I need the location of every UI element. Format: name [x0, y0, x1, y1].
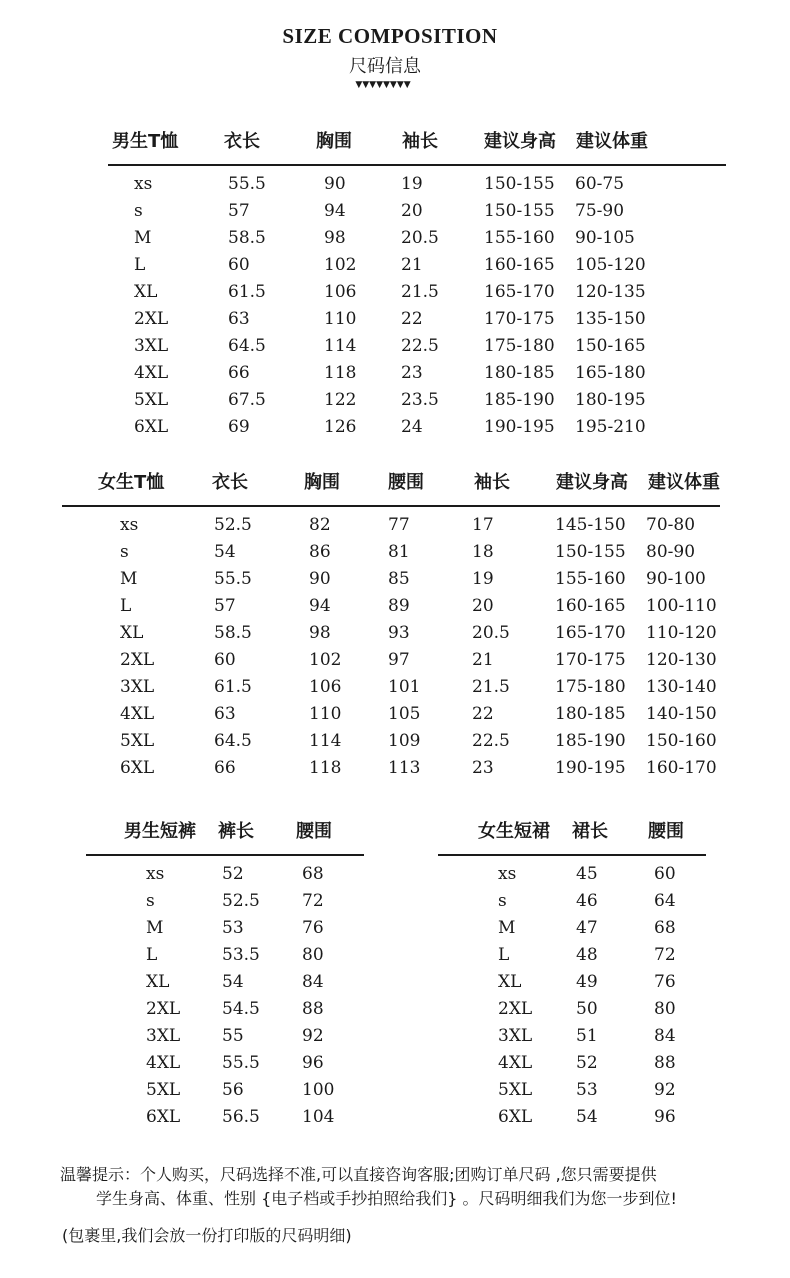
women-skirt-cell-waist: 92 [654, 1080, 676, 1100]
women-tshirt-header-height: 建议身高 [556, 472, 628, 493]
women-tshirt-cell-chest: 114 [309, 731, 342, 751]
women-skirt-cell-length: 54 [576, 1107, 598, 1127]
men-tshirt-cell-chest: 126 [324, 417, 357, 437]
women-tshirt-cell-size: 3XL [120, 677, 155, 697]
men-shorts-cell-size: xs [146, 864, 165, 884]
women-skirt-header-size: 女生短裙 [478, 821, 550, 842]
women-tshirt-cell-size: L [120, 596, 132, 616]
men-tshirt-header-sleeve: 袖长 [402, 131, 438, 152]
women-skirt-table [400, 820, 790, 1140]
men-tshirt-table [0, 130, 790, 450]
women-tshirt-cell-sleeve: 21.5 [472, 677, 510, 697]
note-line-1: 温馨提示：个人购买，尺码选择不准,可以直接咨询客服;团购订单尺码 ,您只需要提供 [60, 1165, 657, 1184]
women-skirt-cell-length: 47 [576, 918, 598, 938]
men-shorts-cell-length: 53.5 [222, 945, 260, 965]
men-tshirt-cell-chest: 102 [324, 255, 357, 275]
men-tshirt-cell-size: L [134, 255, 146, 275]
women-tshirt-header-length: 衣长 [212, 472, 248, 493]
men-tshirt-cell-chest: 110 [324, 309, 357, 329]
women-tshirt-cell-chest: 98 [309, 623, 331, 643]
women-tshirt-cell-size: 5XL [120, 731, 155, 751]
men-tshirt-cell-sleeve: 20 [401, 201, 423, 221]
women-tshirt-cell-weight: 110-120 [646, 623, 717, 643]
women-skirt-cell-size: 6XL [498, 1107, 533, 1127]
women-tshirt-cell-waist: 109 [388, 731, 421, 751]
women-tshirt-cell-chest: 106 [309, 677, 342, 697]
note-line-3: (包裹里,我们会放一份打印版的尺码明细) [62, 1226, 352, 1245]
men-tshirt-cell-length: 57 [228, 201, 250, 221]
women-tshirt-cell-waist: 97 [388, 650, 410, 670]
men-tshirt-cell-weight: 180-195 [575, 390, 646, 410]
women-skirt-cell-length: 49 [576, 972, 598, 992]
women-tshirt-header-chest: 胸围 [304, 472, 340, 493]
men-tshirt-header-height: 建议身高 [484, 131, 556, 152]
men-tshirt-cell-size: 2XL [134, 309, 169, 329]
men-shorts-table [0, 820, 400, 1140]
women-tshirt-header-waist: 腰围 [388, 472, 424, 493]
women-tshirt-cell-length: 66 [214, 758, 236, 778]
men-tshirt-cell-size: 6XL [134, 417, 169, 437]
women-tshirt-cell-length: 58.5 [214, 623, 252, 643]
men-shorts-cell-length: 52.5 [222, 891, 260, 911]
men-tshirt-cell-height: 150-155 [484, 174, 555, 194]
women-skirt-cell-waist: 96 [654, 1107, 676, 1127]
women-skirt-cell-length: 48 [576, 945, 598, 965]
women-skirt-cell-size: XL [498, 972, 522, 992]
women-tshirt-cell-height: 180-185 [555, 704, 626, 724]
women-skirt-cell-waist: 76 [654, 972, 676, 992]
men-shorts-cell-length: 53 [222, 918, 244, 938]
men-tshirt-cell-sleeve: 21.5 [401, 282, 439, 302]
men-tshirt-cell-chest: 90 [324, 174, 346, 194]
women-tshirt-cell-height: 165-170 [555, 623, 626, 643]
men-tshirt-cell-length: 58.5 [228, 228, 266, 248]
women-tshirt-cell-length: 55.5 [214, 569, 252, 589]
women-tshirt-cell-chest: 86 [309, 542, 331, 562]
women-skirt-cell-length: 51 [576, 1026, 598, 1046]
title-en: SIZE COMPOSITION [282, 24, 498, 48]
men-tshirt-cell-height: 180-185 [484, 363, 555, 383]
women-tshirt-cell-waist: 89 [388, 596, 410, 616]
women-skirt-header-rule [438, 854, 706, 856]
women-tshirt-cell-length: 60 [214, 650, 236, 670]
women-tshirt-cell-size: 2XL [120, 650, 155, 670]
men-tshirt-cell-sleeve: 20.5 [401, 228, 439, 248]
men-tshirt-cell-length: 60 [228, 255, 250, 275]
men-shorts-header-waist: 腰围 [296, 821, 332, 842]
men-tshirt-cell-sleeve: 22.5 [401, 336, 439, 356]
women-tshirt-cell-weight: 100-110 [646, 596, 717, 616]
men-shorts-cell-size: 3XL [146, 1026, 181, 1046]
women-tshirt-cell-length: 64.5 [214, 731, 252, 751]
men-shorts-cell-length: 54 [222, 972, 244, 992]
women-tshirt-cell-size: M [120, 569, 138, 589]
women-skirt-cell-size: 2XL [498, 999, 533, 1019]
men-shorts-header-size: 男生短裤 [124, 821, 196, 842]
men-tshirt-cell-length: 66 [228, 363, 250, 383]
men-tshirt-cell-length: 61.5 [228, 282, 266, 302]
women-skirt-cell-size: L [498, 945, 510, 965]
men-tshirt-cell-size: 5XL [134, 390, 169, 410]
men-shorts-header-length: 裤长 [218, 821, 254, 842]
women-tshirt-cell-size: 6XL [120, 758, 155, 778]
women-tshirt-cell-sleeve: 22 [472, 704, 494, 724]
women-tshirt-cell-weight: 150-160 [646, 731, 717, 751]
women-tshirt-table [0, 471, 790, 791]
men-shorts-cell-waist: 100 [302, 1080, 335, 1100]
men-shorts-cell-waist: 104 [302, 1107, 335, 1127]
men-shorts-cell-waist: 72 [302, 891, 324, 911]
men-tshirt-cell-chest: 106 [324, 282, 357, 302]
men-tshirt-cell-sleeve: 24 [401, 417, 423, 437]
men-shorts-header-rule [86, 854, 364, 856]
women-tshirt-header-weight: 建议体重 [648, 472, 720, 493]
men-shorts-cell-waist: 96 [302, 1053, 324, 1073]
men-tshirt-cell-sleeve: 23 [401, 363, 423, 383]
down-arrows-icon: ▼▼▼▼▼▼▼▼ [355, 80, 411, 90]
women-tshirt-cell-height: 150-155 [555, 542, 626, 562]
women-tshirt-cell-sleeve: 22.5 [472, 731, 510, 751]
men-tshirt-cell-sleeve: 21 [401, 255, 423, 275]
men-tshirt-header-rule [108, 164, 726, 166]
title-cn: 尺码信息 [349, 56, 421, 77]
men-tshirt-cell-weight: 60-75 [575, 174, 625, 194]
women-tshirt-cell-height: 160-165 [555, 596, 626, 616]
women-tshirt-cell-length: 52.5 [214, 515, 252, 535]
men-tshirt-cell-height: 150-155 [484, 201, 555, 221]
men-tshirt-cell-size: xs [134, 174, 153, 194]
men-shorts-cell-size: 5XL [146, 1080, 181, 1100]
women-skirt-cell-size: 3XL [498, 1026, 533, 1046]
women-tshirt-cell-chest: 90 [309, 569, 331, 589]
men-shorts-cell-length: 54.5 [222, 999, 260, 1019]
men-tshirt-cell-height: 160-165 [484, 255, 555, 275]
women-tshirt-cell-waist: 113 [388, 758, 421, 778]
women-skirt-cell-size: 4XL [498, 1053, 533, 1073]
men-tshirt-cell-sleeve: 19 [401, 174, 423, 194]
men-tshirt-cell-weight: 75-90 [575, 201, 625, 221]
men-shorts-cell-size: s [146, 891, 155, 911]
women-skirt-cell-length: 53 [576, 1080, 598, 1100]
women-skirt-cell-length: 45 [576, 864, 598, 884]
men-shorts-cell-waist: 80 [302, 945, 324, 965]
men-tshirt-cell-height: 190-195 [484, 417, 555, 437]
women-tshirt-header-size: 女生T恤 [98, 472, 165, 493]
women-tshirt-cell-height: 155-160 [555, 569, 626, 589]
women-skirt-header-waist: 腰围 [648, 821, 684, 842]
women-tshirt-cell-waist: 101 [388, 677, 421, 697]
men-tshirt-cell-weight: 195-210 [575, 417, 646, 437]
men-tshirt-header-weight: 建议体重 [576, 131, 648, 152]
men-shorts-cell-length: 55 [222, 1026, 244, 1046]
women-skirt-cell-length: 50 [576, 999, 598, 1019]
women-tshirt-cell-sleeve: 21 [472, 650, 494, 670]
men-tshirt-cell-chest: 94 [324, 201, 346, 221]
men-shorts-cell-length: 52 [222, 864, 244, 884]
women-tshirt-cell-sleeve: 23 [472, 758, 494, 778]
women-tshirt-cell-length: 63 [214, 704, 236, 724]
men-tshirt-cell-weight: 120-135 [575, 282, 646, 302]
women-tshirt-cell-chest: 118 [309, 758, 342, 778]
men-shorts-cell-length: 56 [222, 1080, 244, 1100]
men-tshirt-cell-weight: 150-165 [575, 336, 646, 356]
men-shorts-cell-waist: 88 [302, 999, 324, 1019]
men-tshirt-cell-height: 155-160 [484, 228, 555, 248]
women-tshirt-cell-waist: 105 [388, 704, 421, 724]
women-tshirt-cell-sleeve: 18 [472, 542, 494, 562]
men-tshirt-cell-size: 3XL [134, 336, 169, 356]
women-tshirt-cell-chest: 110 [309, 704, 342, 724]
women-skirt-cell-size: 5XL [498, 1080, 533, 1100]
men-tshirt-cell-chest: 98 [324, 228, 346, 248]
men-tshirt-header-size: 男生T恤 [112, 131, 179, 152]
women-tshirt-cell-size: s [120, 542, 129, 562]
men-shorts-cell-length: 56.5 [222, 1107, 260, 1127]
women-tshirt-header-sleeve: 袖长 [474, 472, 510, 493]
women-skirt-cell-waist: 84 [654, 1026, 676, 1046]
women-tshirt-cell-height: 190-195 [555, 758, 626, 778]
men-tshirt-cell-height: 175-180 [484, 336, 555, 356]
men-shorts-cell-waist: 76 [302, 918, 324, 938]
women-tshirt-cell-weight: 120-130 [646, 650, 717, 670]
women-skirt-header-length: 裙长 [572, 821, 608, 842]
men-tshirt-cell-sleeve: 22 [401, 309, 423, 329]
women-tshirt-cell-chest: 82 [309, 515, 331, 535]
women-tshirt-cell-waist: 85 [388, 569, 410, 589]
women-tshirt-cell-weight: 140-150 [646, 704, 717, 724]
women-tshirt-cell-sleeve: 20 [472, 596, 494, 616]
men-tshirt-cell-weight: 135-150 [575, 309, 646, 329]
women-skirt-cell-size: s [498, 891, 507, 911]
women-tshirt-cell-length: 57 [214, 596, 236, 616]
women-tshirt-cell-weight: 130-140 [646, 677, 717, 697]
women-tshirt-cell-waist: 77 [388, 515, 410, 535]
men-tshirt-cell-length: 69 [228, 417, 250, 437]
women-skirt-cell-waist: 68 [654, 918, 676, 938]
men-shorts-cell-size: 4XL [146, 1053, 181, 1073]
women-tshirt-cell-height: 185-190 [555, 731, 626, 751]
women-tshirt-cell-weight: 160-170 [646, 758, 717, 778]
women-skirt-cell-waist: 60 [654, 864, 676, 884]
men-tshirt-cell-height: 185-190 [484, 390, 555, 410]
women-skirt-cell-waist: 88 [654, 1053, 676, 1073]
women-tshirt-cell-length: 61.5 [214, 677, 252, 697]
women-skirt-cell-waist: 64 [654, 891, 676, 911]
women-tshirt-cell-size: 4XL [120, 704, 155, 724]
men-shorts-cell-waist: 92 [302, 1026, 324, 1046]
women-skirt-cell-waist: 80 [654, 999, 676, 1019]
men-shorts-cell-size: XL [146, 972, 170, 992]
women-skirt-cell-length: 46 [576, 891, 598, 911]
women-tshirt-cell-length: 54 [214, 542, 236, 562]
men-shorts-cell-size: L [146, 945, 158, 965]
men-shorts-cell-waist: 68 [302, 864, 324, 884]
men-tshirt-header-chest: 胸围 [316, 131, 352, 152]
women-tshirt-cell-sleeve: 20.5 [472, 623, 510, 643]
men-tshirt-cell-chest: 122 [324, 390, 357, 410]
men-tshirt-cell-height: 165-170 [484, 282, 555, 302]
women-tshirt-cell-sleeve: 19 [472, 569, 494, 589]
men-shorts-cell-size: 2XL [146, 999, 181, 1019]
women-tshirt-cell-height: 170-175 [555, 650, 626, 670]
women-tshirt-cell-weight: 90-100 [646, 569, 706, 589]
men-tshirt-cell-length: 63 [228, 309, 250, 329]
women-tshirt-cell-chest: 102 [309, 650, 342, 670]
women-skirt-cell-length: 52 [576, 1053, 598, 1073]
men-tshirt-cell-chest: 114 [324, 336, 357, 356]
women-tshirt-header-rule [62, 505, 720, 507]
women-tshirt-cell-chest: 94 [309, 596, 331, 616]
women-tshirt-cell-height: 175-180 [555, 677, 626, 697]
women-skirt-cell-waist: 72 [654, 945, 676, 965]
women-tshirt-cell-waist: 93 [388, 623, 410, 643]
men-tshirt-cell-size: M [134, 228, 152, 248]
men-tshirt-cell-size: XL [134, 282, 158, 302]
women-tshirt-cell-sleeve: 17 [472, 515, 494, 535]
men-tshirt-cell-length: 64.5 [228, 336, 266, 356]
men-tshirt-cell-weight: 105-120 [575, 255, 646, 275]
men-tshirt-cell-weight: 165-180 [575, 363, 646, 383]
men-tshirt-cell-weight: 90-105 [575, 228, 635, 248]
men-tshirt-cell-chest: 118 [324, 363, 357, 383]
men-shorts-cell-length: 55.5 [222, 1053, 260, 1073]
women-tshirt-cell-weight: 70-80 [646, 515, 696, 535]
men-shorts-cell-size: 6XL [146, 1107, 181, 1127]
men-tshirt-header-length: 衣长 [224, 131, 260, 152]
women-tshirt-cell-weight: 80-90 [646, 542, 696, 562]
women-tshirt-cell-waist: 81 [388, 542, 410, 562]
men-tshirt-cell-size: 4XL [134, 363, 169, 383]
men-tshirt-cell-height: 170-175 [484, 309, 555, 329]
men-tshirt-cell-length: 55.5 [228, 174, 266, 194]
women-tshirt-cell-size: XL [120, 623, 144, 643]
women-tshirt-cell-size: xs [120, 515, 139, 535]
women-skirt-cell-size: M [498, 918, 516, 938]
men-shorts-cell-waist: 84 [302, 972, 324, 992]
women-skirt-cell-size: xs [498, 864, 517, 884]
men-tshirt-cell-length: 67.5 [228, 390, 266, 410]
women-tshirt-cell-height: 145-150 [555, 515, 626, 535]
men-shorts-cell-size: M [146, 918, 164, 938]
men-tshirt-cell-size: s [134, 201, 143, 221]
note-line-2: 学生身高、体重、性别 {电子档或手抄拍照给我们} 。尺码明细我们为您一步到位! [96, 1189, 677, 1208]
men-tshirt-cell-sleeve: 23.5 [401, 390, 439, 410]
